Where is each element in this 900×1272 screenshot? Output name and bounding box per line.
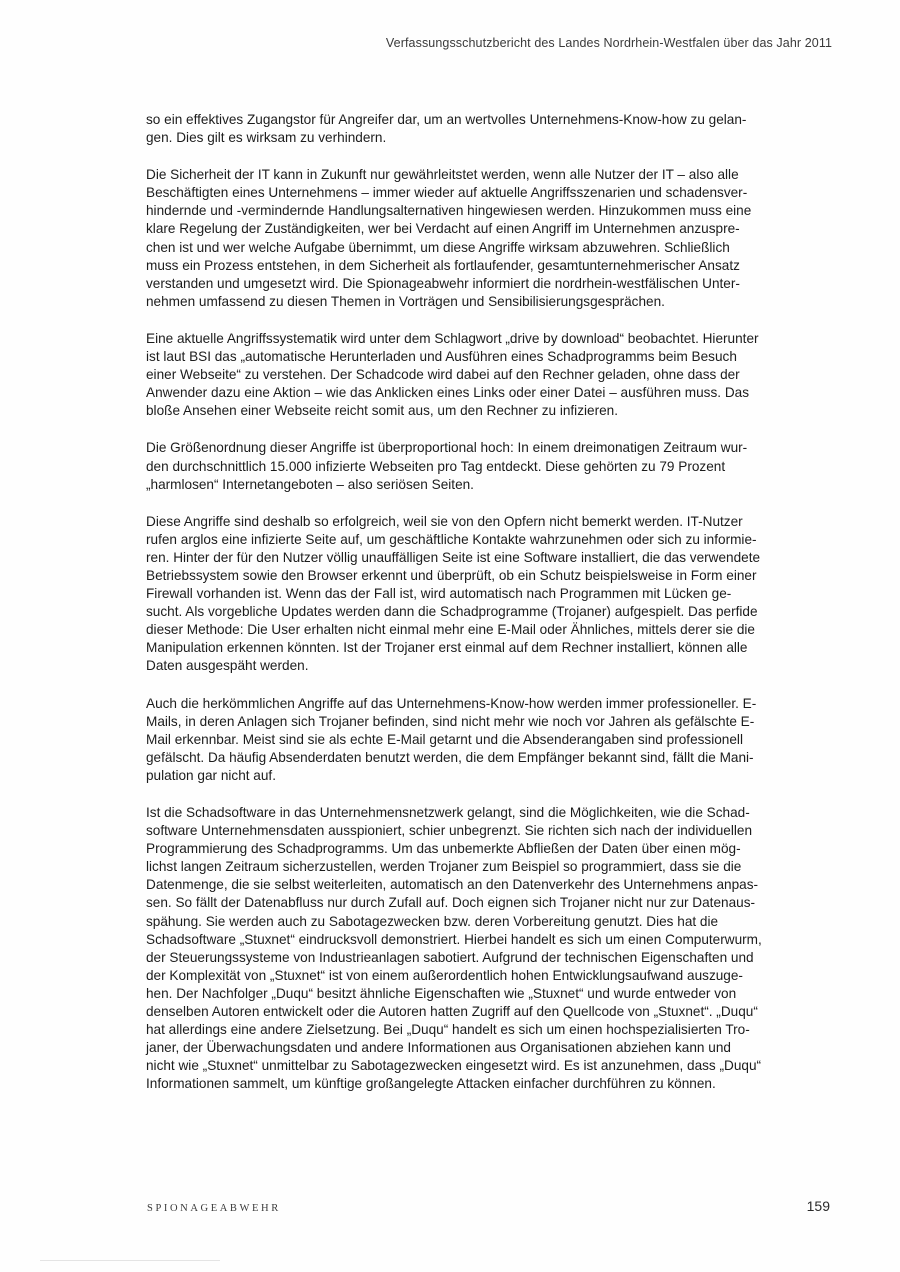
paragraph	[146, 439, 822, 493]
text-line: Anwender dazu eine Aktion – wie das Anklicken eines Links oder einer Datei – ausführen muss. Das	[146, 385, 750, 401]
text-line: gen. Dies gilt es wirksam zu verhindern.	[146, 130, 387, 146]
text-line: Firewall vorhanden ist. Wenn das der Fall ist, wird automatisch nach Programmen mit Lücken ge-	[146, 586, 732, 602]
paragraph	[146, 695, 822, 785]
text-line: der Komplexität von „Stuxnet“ ist von einem außerordentlich hohen Entwicklungsaufwand auszuge-	[146, 967, 743, 983]
text-line: gefälscht. Da häufig Absenderdaten benutzt werden, die dem Empfänger bekannt sind, fällt die Mani-	[146, 749, 754, 765]
scan-edge-mark	[40, 1260, 220, 1261]
text-line: Betriebssystem sowie den Browser erkennt und überprüft, ob ein Schutz beispielsweise in Form einer	[146, 567, 757, 583]
text-line: nehmen umfassend zu diesen Themen in Vorträgen und Sensibilisierungsgesprächen.	[146, 293, 665, 309]
paragraph	[146, 166, 822, 311]
text-line: Diese Angriffe sind deshalb so erfolgreich, weil sie von den Opfern nicht bemerkt werden. IT-Nutzer	[146, 513, 743, 529]
text-line: muss ein Prozess entstehen, in dem Sicherheit als fortlaufender, gesamtunternehmerischer Ansatz	[146, 257, 740, 273]
text-line: Ist die Schadsoftware in das Unternehmensnetzwerk gelangt, sind die Möglichkeiten, wie die Schad-	[146, 805, 750, 820]
text-line: software Unternehmensdaten ausspioniert, schier unbegrenzt. Sie richten sich nach der individuellen	[146, 823, 753, 839]
text-line: bloße Ansehen einer Webseite reicht somit aus, um den Rechner zu infizieren.	[146, 403, 619, 419]
text-line: hindernde und -vermindernde Handlungsalternativen hingewiesen werden. Hinzukommen muss eine	[146, 203, 752, 219]
text-line: dieser Methode: Die User erhalten nicht einmal mehr eine E-Mail oder Ähnliches, mittels derer sie die	[146, 622, 755, 638]
text-line: Mails, in deren Anlagen sich Trojaner befinden, sind nicht mehr wie noch vor Jahren als gefälschte E-	[146, 713, 755, 729]
text-line: Beschäftigten eines Unternehmens – immer wieder auf aktuelle Angriffsszenarien und schadensver-	[146, 185, 748, 201]
text-line: ren. Hinter der für den Nutzer völlig unauffälligen Seite ist eine Software installiert, die das verwendete	[146, 549, 761, 565]
text-line: Informationen sammelt, um künftige großangelegte Attacken einfacher durchführen zu können.	[146, 1076, 716, 1092]
text-line: rufen arglos eine infizierte Seite auf, um geschäftliche Kontakte wahrzunehmen oder sich zu informie-	[146, 531, 757, 547]
text-line: Daten ausgespäht werden.	[146, 658, 309, 674]
text-line: Datenmenge, die sie selbst weiterleiten, automatisch an den Datenverkehr des Unternehmens anpas-	[146, 877, 759, 893]
text-line: „harmlosen“ Internetangeboten – also seriösen Seiten.	[146, 476, 474, 492]
footer-section-label: SPIONAGEABWEHR	[147, 1203, 281, 1214]
text-line: einer Webseite“ zu verstehen. Der Schadcode wird dabei auf den Rechner geladen, ohne dass der	[146, 367, 740, 383]
text-line: ist laut BSI das „automatische Herunterladen und Ausführen eines Schadprogramms beim Besuch	[146, 349, 737, 365]
running-header: Verfassungsschutzbericht des Landes Nordrhein-Westfalen über das Jahr 2011	[385, 36, 832, 50]
text-line: den durchschnittlich 15.000 infizierte Webseiten pro Tag entdeckt. Diese gehörten zu 79 Prozent	[146, 458, 726, 474]
text-line: Schadsoftware „Stuxnet“ eindrucksvoll demonstriert. Hierbei handelt es sich um einen Computerwurm,	[146, 931, 762, 947]
text-line: spähung. Sie werden auch zu Sabotagezwecken bzw. deren Vorbereitung genutzt. Dies hat die	[146, 913, 719, 929]
text-line: Mail erkennbar. Meist sind sie als echte E-Mail getarnt und die Absenderangaben sind professionell	[146, 731, 743, 747]
text-line: sucht. Als vorgebliche Updates werden dann die Schadprogramme (Trojaner) aufgespielt. Das perfide	[146, 604, 758, 620]
text-line: verstanden und umgesetzt wird. Die Spionageabwehr informiert die nordrhein-westfälischen Unter-	[146, 275, 740, 291]
text-line: klare Regelung der Zuständigkeiten, wer bei Verdacht auf einen Angriff im Unternehmen anzuspre-	[146, 221, 740, 237]
text-line: Manipulation erkennen könnten. Ist der Trojaner erst einmal auf dem Rechner installiert, können alle	[146, 640, 748, 656]
text-line: Die Sicherheit der IT kann in Zukunft nur gewährleitstet werden, wenn alle Nutzer der IT – also alle	[146, 167, 739, 183]
text-line: lichst langen Zeitraum sicherzustellen, werden Trojaner zum Beispiel so programmiert, dass sie die	[146, 859, 742, 875]
page-number: 159	[806, 1198, 830, 1214]
text-line: der Steuerungssysteme von Industrieanlagen sabotiert. Aufgrund der technischen Eigenschaften und	[146, 949, 754, 965]
text-line: Programmierung des Schadprogramms. Um das unbemerkte Abfließen der Daten über einen mög-	[146, 841, 741, 857]
text-line: pulation gar nicht auf.	[146, 767, 276, 783]
text-line: chen ist und wer welche Aufgabe übernimmt, um diese Angriffe wirksam abzuwehren. Schließlich	[146, 239, 730, 255]
text-line: Auch die herkömmlichen Angriffe auf das Unternehmens-Know-how werden immer professioneller. E-	[146, 695, 757, 711]
text-line: hat allerdings eine andere Zielsetzung. Bei „Duqu“ handelt es sich um einen hochspezialisierten Tro-	[146, 1022, 750, 1038]
text-line: janer, der Überwachungsdaten und andere Informationen aus Organisationen abziehen kann und	[146, 1040, 731, 1056]
text-line: sen. So fällt der Datenabfluss nur durch Zufall auf. Doch eignen sich Trojaner nicht nur zur Datenaus-	[146, 895, 756, 911]
paragraph	[146, 330, 822, 420]
paragraph	[146, 111, 822, 147]
text-line: hen. Der Nachfolger „Duqu“ besitzt ähnliche Eigenschaften wie „Stuxnet“ und wurde entweder von	[146, 985, 737, 1001]
paragraph	[146, 513, 822, 676]
text-line: nicht wie „Stuxnet“ unmittelbar zu Sabotagezwecken eingesetzt wird. Es ist anzunehmen, dass „Duqu“	[146, 1058, 762, 1074]
text-line: Die Größenordnung dieser Angriffe ist überproportional hoch: In einem dreimonatigen Zeitraum wur-	[146, 440, 748, 456]
text-line: so ein effektives Zugangstor für Angreifer dar, um an wertvolles Unternehmens-Know-how zu gelan-	[146, 112, 747, 127]
text-line: Eine aktuelle Angriffssystematik wird unter dem Schlagwort „drive by download“ beobachtet. Hierunter	[146, 330, 759, 346]
text-line: denselben Autoren entwickelt oder die Autoren hatten Zugriff auf den Quellcode von „Stuxnet“. „Duqu“	[146, 1004, 758, 1020]
body-text	[146, 111, 822, 1113]
paragraph	[146, 804, 822, 1094]
